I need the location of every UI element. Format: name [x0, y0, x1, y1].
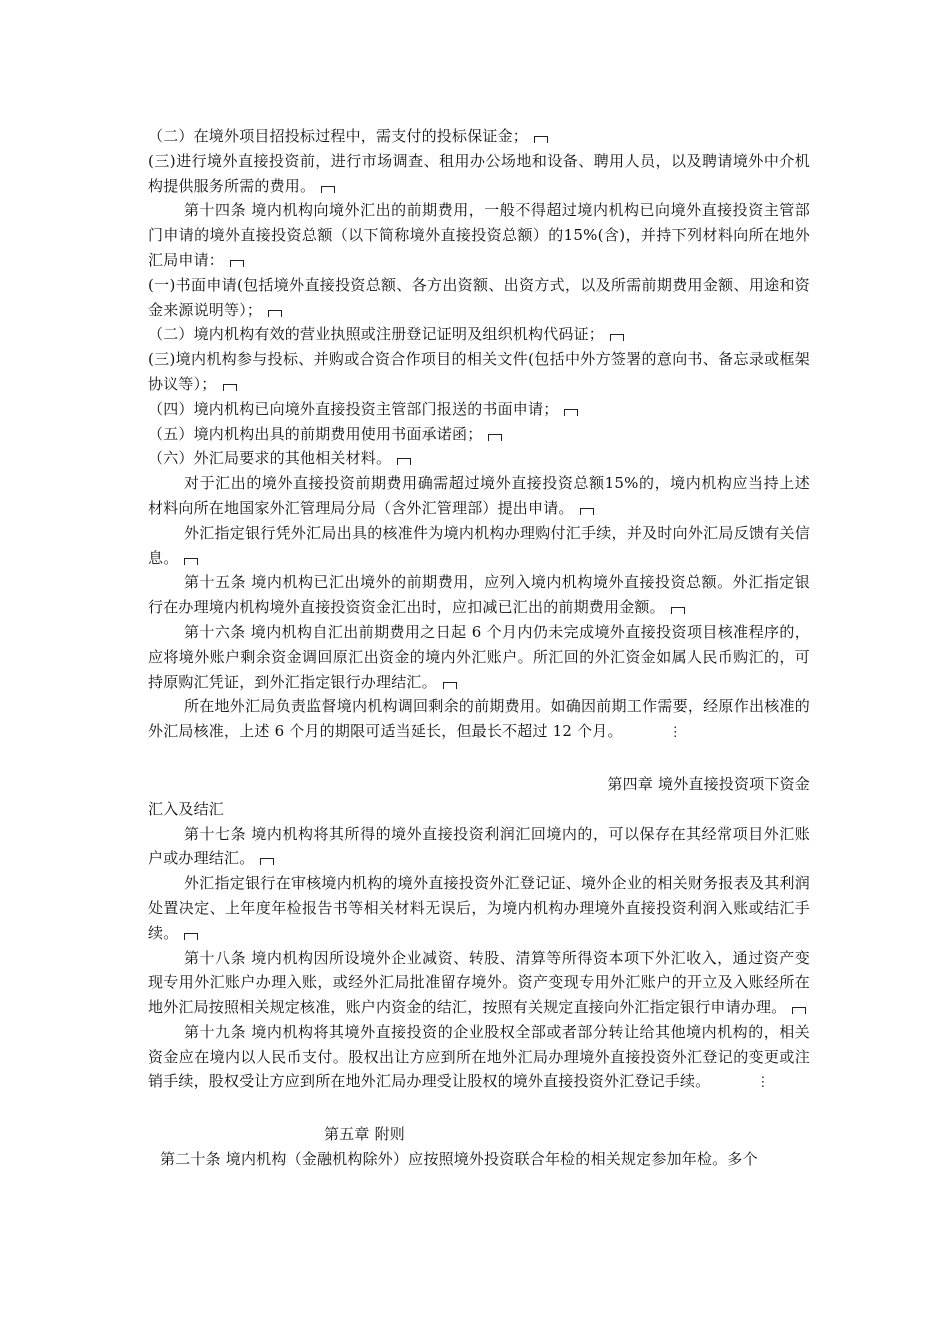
- paragraph-profit-settlement: [148, 871, 810, 945]
- article-19: [148, 1020, 810, 1094]
- vertical-dots-icon: ⋮: [668, 725, 682, 741]
- paragraph-mark-icon: [260, 858, 274, 865]
- article-18: [148, 946, 810, 1020]
- item-market-research: [148, 149, 810, 199]
- paragraph-mark-icon: [223, 384, 237, 391]
- paragraph-mark-icon: [610, 334, 624, 341]
- article-14: [148, 198, 810, 272]
- paragraph-text: (一)书面申请(包括境外直接投资总额、各方出资额、出资方式，以及所需前期费用金额、用途和资金来源说明等）；: [148, 275, 810, 319]
- paragraph-text: 外汇指定银行在审核境内机构的境外直接投资外汇登记证、境外企业的相关财务报表及其利润处置决定、上年度年检报告书等相关材料无误后，为境内机构办理境外直接投资利润入账或结汇手续。: [148, 874, 810, 942]
- paragraph-text: 第十八条 境内机构因所设境外企业减资、转股、清算等所得资本项下外汇收入，通过资产变现专用外汇账户办理入账，或经外汇局批准留存境外。资产变现专用外汇账户的开立及入账经所在地外汇局按照相关规定核准，账户内资金的结汇，按照有关规定直接向外汇指定银行申请办理。: [148, 948, 810, 1017]
- article-20: 第二十条 境内机构（金融机构除外）应按照境外投资联合年检的相关规定参加年检。多个: [160, 1150, 758, 1169]
- paragraph-text: 第十五条 境内机构已汇出境外的前期费用，应列入境内机构境外直接投资总额。外汇指定银行在办理境内机构境外直接投资资金汇出时，应扣减已汇出的前期费用金额。: [148, 573, 810, 617]
- paragraph-text: 外汇指定银行凭外汇局出具的核准件为境内机构办理购付汇手续，并及时向外汇局反馈有关信息。: [148, 523, 810, 567]
- paragraph-mark-icon: [321, 186, 335, 193]
- paragraph-mark-icon: [580, 508, 594, 515]
- paragraph-text: （四）境内机构已向境外直接投资主管部门报送的书面申请；: [148, 399, 559, 418]
- paragraph-text: （五）境内机构出具的前期费用使用书面承诺函；: [148, 424, 483, 443]
- article-15: [148, 570, 810, 620]
- paragraph-mark-icon: [230, 260, 244, 267]
- paragraph-mark-icon: [564, 409, 578, 416]
- article-16: [148, 620, 810, 694]
- item-bid-documents: [148, 347, 810, 397]
- paragraph-mark-icon: [488, 434, 502, 441]
- article-17: [148, 822, 810, 872]
- paragraph-text: 第十九条 境内机构将其境外直接投资的企业股权全部或者部分转让给其他境内机构的，相关资金应在境内以人民币支付。股权出让方应到所在地外汇局办理境外直接投资外汇登记的变更或注销手续，股权受让方应到所在地外汇局办理受让股权的境外直接投资外汇登记手续。: [148, 1022, 810, 1091]
- paragraph-mark-icon: [671, 607, 685, 614]
- paragraph-mark-icon: [268, 310, 282, 317]
- item-submitted-application: [148, 397, 810, 422]
- paragraph-supervision: [148, 694, 810, 744]
- paragraph-text: 对于汇出的境外直接投资前期费用确需超过境外直接投资总额15%的，境内机构应当持上述材料向所在地国家外汇管理局分局（含外汇管理部）提出申请。: [148, 474, 810, 517]
- item-business-license: [148, 322, 810, 347]
- item-bid-bond: [148, 124, 810, 149]
- paragraph-mark-icon: [397, 458, 411, 465]
- paragraph-text: (三)境内机构参与投标、并购或合资合作项目的相关文件(包括中外方签署的意向书、备忘录或框架协议等）；: [148, 350, 810, 393]
- chapter-5-heading: 第五章 附则: [324, 1125, 405, 1144]
- paragraph-mark-icon: [534, 136, 548, 143]
- item-commitment-letter: [148, 422, 810, 447]
- chapter-4-heading: 第四章 境外直接投资项下资金: [607, 774, 810, 793]
- item-written-application: [148, 273, 810, 323]
- paragraph-text: 第十七条 境内机构将其所得的境外直接投资利润汇回境内的，可以保存在其经常项目外汇账户或办理结汇。: [148, 824, 810, 868]
- paragraph-text: 第十六条 境内机构自汇出前期费用之日起 6 个月内仍未完成境外直接投资项目核准程序的，应将境外账户剩余资金调回原汇出资金的境内外汇账户。所汇回的外汇资金如属人民币购汇的，可持原购汇凭证，到外汇指定银行办理结汇。: [148, 622, 810, 691]
- paragraph-exceed-15-percent: [148, 471, 810, 521]
- section-spacer: [148, 1094, 810, 1122]
- item-other-materials: [148, 446, 810, 471]
- paragraph-bank-approval: [148, 521, 810, 571]
- document-body: [148, 124, 810, 1172]
- paragraph-mark-icon: [792, 1007, 806, 1014]
- chapter-4-heading-continued: 汇入及结汇: [148, 799, 225, 818]
- paragraph-text: (三)进行境外直接投资前，进行市场调查、租用办公场地和设备、聘用人员，以及聘请境外中介机构提供服务所需的费用。: [148, 151, 810, 195]
- paragraph-text: 所在地外汇局负责监督境内机构调回剩余的前期费用。如确因前期工作需要，经原作出核准的外汇局核准，上述 6 个月的期限可适当延长，但最长不超过 12 个月。: [148, 697, 810, 741]
- paragraph-text: （二）境内机构有效的营业执照或注册登记证明及组织机构代码证；: [148, 325, 605, 344]
- paragraph-mark-icon: [184, 558, 198, 565]
- section-spacer: [148, 744, 810, 772]
- paragraph-text: （二）在境外项目招投标过程中，需支付的投标保证金；: [148, 127, 529, 145]
- paragraph-mark-icon: [443, 682, 457, 689]
- vertical-dots-icon: ⋮: [756, 1075, 770, 1091]
- paragraph-text: 第十四条 境内机构向境外汇出的前期费用，一般不得超过境内机构已向境外直接投资主管部门申请的境外直接投资总额（以下简称境外直接投资总额）的15%(含)，并持下列材料向所在地外汇局申请：: [148, 201, 810, 269]
- paragraph-text: （六）外汇局要求的其他相关材料。: [148, 449, 392, 468]
- paragraph-mark-icon: [184, 933, 198, 940]
